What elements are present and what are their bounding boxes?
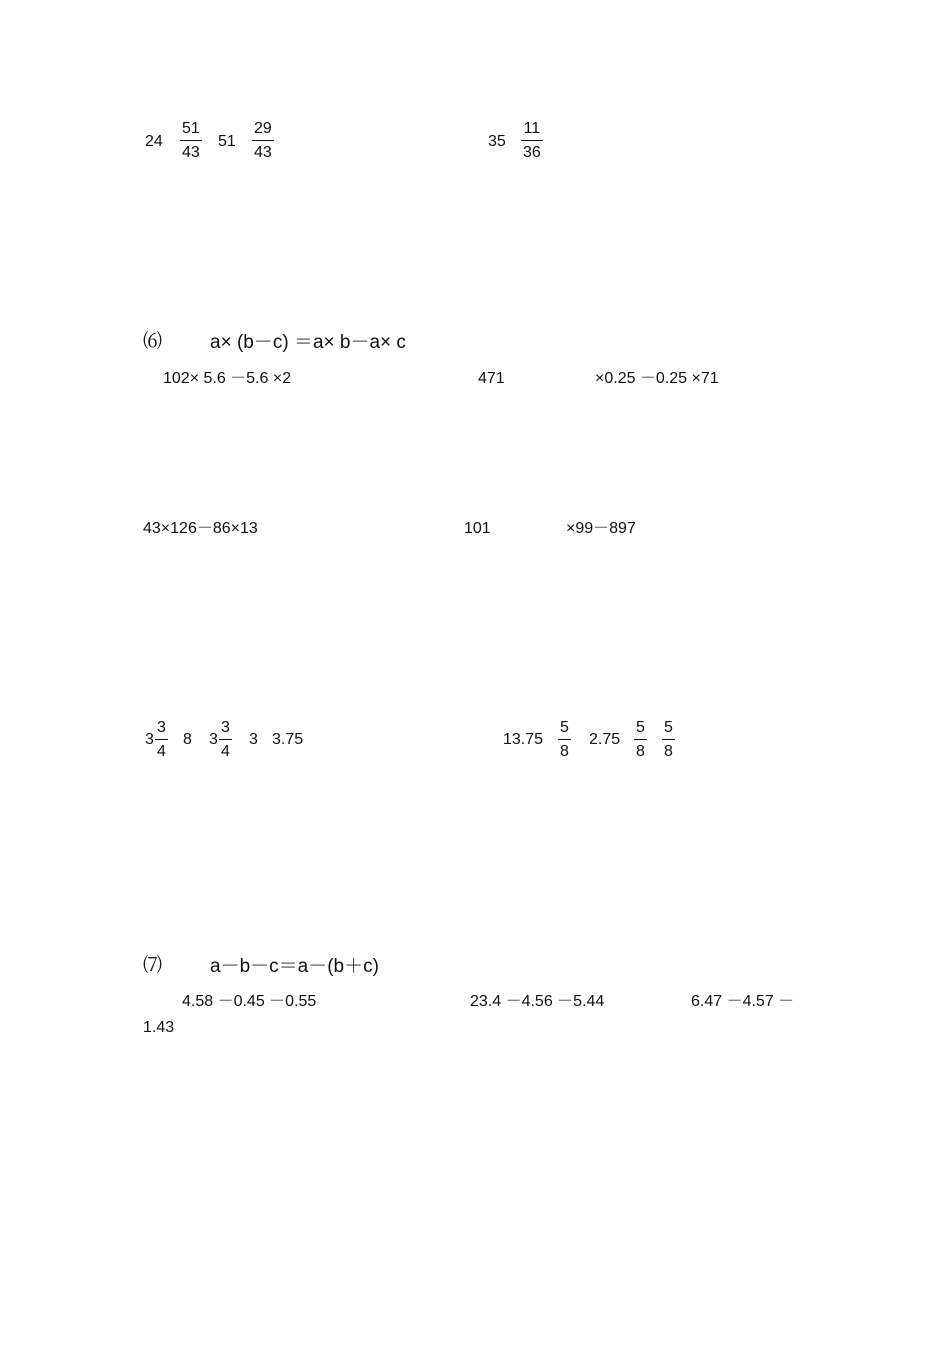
numerator: 51 <box>182 120 200 137</box>
problem-7-3-continued: 1.43 <box>143 1019 175 1036</box>
mixed-whole-1: 3 <box>145 731 154 748</box>
section-7-formula: a－b－c＝a－(b＋c) <box>210 956 379 977</box>
row3-term-3: 3 <box>249 731 258 748</box>
mixed-whole-2: 3 <box>209 731 218 748</box>
row3-right-term-2-75: 2.75 <box>589 731 621 748</box>
expr-b-whole-1: 35 <box>488 133 506 150</box>
denominator: 36 <box>523 144 541 161</box>
problem-6-3: 43×126－86×13 <box>143 520 258 537</box>
mixed-fraction-2 <box>219 720 232 760</box>
denominator: 4 <box>221 743 230 760</box>
numerator: 3 <box>157 719 166 736</box>
section-6-formula: a× (b－c) ＝a× b－a× c <box>210 332 406 353</box>
row3-term-3-75: 3.75 <box>272 731 304 748</box>
section-7-number: ⑺ <box>143 954 163 976</box>
numerator: 5 <box>560 719 569 736</box>
problem-6-2-part-b: ×0.25 －0.25 ×71 <box>595 370 719 387</box>
numerator: 5 <box>636 719 645 736</box>
expr-a-fraction-1 <box>180 121 202 161</box>
expr-a-whole-1: 24 <box>145 133 163 150</box>
expr-a-fraction-2 <box>252 121 274 161</box>
denominator: 8 <box>636 743 645 760</box>
denominator: 43 <box>182 144 200 161</box>
numerator: 5 <box>664 719 673 736</box>
mixed-fraction-1 <box>155 720 168 760</box>
problem-7-2: 23.4 －4.56 －5.44 <box>470 993 605 1010</box>
row3-right-fraction-1 <box>558 720 571 760</box>
denominator: 4 <box>157 743 166 760</box>
expr-b-fraction-1 <box>521 121 543 161</box>
numerator: 3 <box>221 719 230 736</box>
problem-7-1: 4.58 －0.45 －0.55 <box>182 993 317 1010</box>
denominator: 43 <box>254 144 272 161</box>
numerator: 29 <box>254 120 272 137</box>
problem-6-4-part-a: 101 <box>464 520 491 537</box>
row3-right-term-13-75: 13.75 <box>503 731 544 748</box>
row3-term-8: 8 <box>183 731 192 748</box>
denominator: 8 <box>664 743 673 760</box>
problem-7-3: 6.47 －4.57 － <box>691 993 795 1010</box>
section-6-number: ⑹ <box>143 330 163 352</box>
denominator: 8 <box>560 743 569 760</box>
problem-6-2-part-a: 471 <box>478 370 505 387</box>
expr-a-whole-2: 51 <box>218 133 236 150</box>
row3-right-fraction-3 <box>662 720 675 760</box>
row3-right-fraction-2 <box>634 720 647 760</box>
problem-6-1: 102× 5.6 －5.6 ×2 <box>163 370 292 387</box>
numerator: 11 <box>523 120 541 137</box>
problem-6-4-part-b: ×99－897 <box>566 520 636 537</box>
